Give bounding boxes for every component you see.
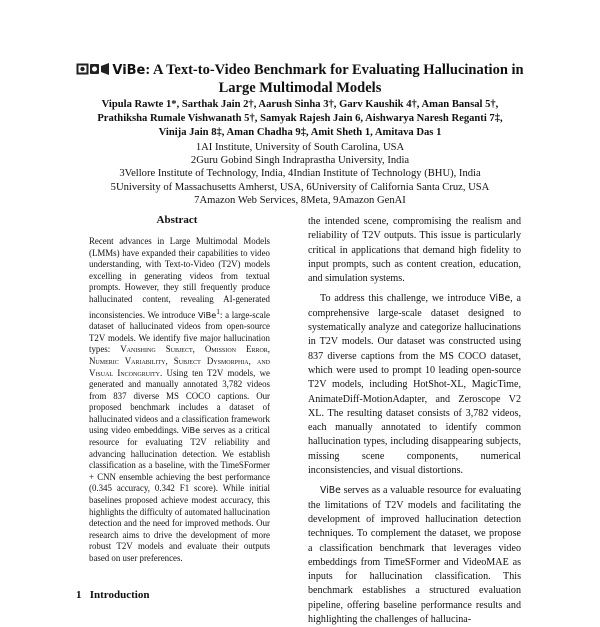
right-p2-vibe: ViBe [489, 293, 511, 305]
authors-line3: Vinija Jain 8‡, Aman Chadha 9‡, Amit Sheth 1, Amitava Das 1 [158, 127, 442, 139]
abstract-part2: : a large-scale dataset of hallucinated videos from open-source T2V models. We identify five major hallucination types: [89, 309, 270, 355]
right-paragraph-3 [308, 484, 521, 627]
affiliations [40, 141, 560, 207]
abstract-vibe: ViBe [197, 309, 217, 320]
abstract-footnote-mark: 1 [216, 306, 220, 316]
right-p2-start: To address this challenge, we introduce [320, 293, 490, 305]
title-line1: : A Text-to-Video Benchmark for Evaluating Hallucination in [145, 62, 524, 78]
abstract-vibe-2: ViBe [181, 425, 201, 436]
affiliation-5: 7Amazon Web Services, 8Meta, 9Amazon GenAI [194, 194, 406, 206]
right-p3-rest: serves as a valuable resource for evaluating the limitations of T2V models and facilitating the development of improved hallucination detection techniques. To complement the dataset, we propose a classification benchmark that leverages video embeddings from TimeSFormer and VideoMAE as inputs for hallucination classification. This benchmark establishes a structured evaluation pipeline, offering baseline performance results and highlighting the challenges of hallucina- [308, 485, 521, 626]
title-vibe: ViBe [112, 63, 146, 78]
affiliation-1: 1AI Institute, University of South Carolina, USA [195, 142, 405, 153]
section-title: Introduction [89, 589, 150, 601]
right-paragraph-2 [308, 292, 521, 478]
right-p3-vibe: ViBe [320, 485, 341, 497]
authors-line1: Vipula Rawte 1*, Sarthak Jain 2†, Aarush Sinha 3†, Garv Kaushik 4†, Aman Bansal 5†, [101, 99, 499, 110]
abstract-part1: Recent advances in Large Multimodal Models (LMMs) have expanded their capabilities to video understanding, with Text-to-Video (T2V) models excelling in generating videos from textual prompts. However, they still frequently produce hallucinated content, revealing AI-generated inconsistencies. We introduce [89, 236, 270, 320]
vibe-logo-icon [76, 63, 110, 80]
affiliation-2: 2Guru Gobind Singh Indraprastha University, India [190, 155, 410, 167]
section-number: 1 [76, 589, 82, 601]
abstract-heading: Abstract [156, 214, 198, 226]
abstract-body [89, 236, 270, 565]
affiliation-4: 5University of Massachusetts Amherst, USA, 6University of California Santa Cruz, USA [110, 181, 490, 193]
paper-title [62, 62, 538, 97]
abstract-part3: . Using ten T2V models, we generated and manually annotated 3,782 videos from 837 diverse MS COCO captions. Our proposed benchmark includes a dataset of hallucinated videos and a classification framework using video embeddings. [89, 367, 270, 436]
author-list [48, 98, 552, 141]
abstract-hallucination-types: Vanishing Subject, Omission Error, Numeric Variability, Subject Dysmorphia, and Visual Incongruity [89, 344, 271, 378]
affiliation-3: 3Vellore Institute of Technology, India, 4Indian Institute of Technology (BHU), India [119, 168, 481, 180]
abstract-part4: serves as a critical resource for evaluating T2V reliability and advancing hallucination detection. We establish classification as a baseline, with the TimeSFormer + CNN ensemble achieving the best performance (0.345 accuracy, 0.342 F1 score). While initial baselines proposed achieve modest accuracy, this highlights the difficulty of automated hallucination detection and the need for improved methods. Our research aims to drive the development of more robust T2V models and evaluate their outputs based on user preferences. [89, 425, 270, 563]
title-line2: Large Multimodal Models [218, 80, 382, 96]
section-heading [76, 589, 149, 601]
right-p2-rest: , a comprehensive large-scale dataset designed to systematically analyze and categorize hallucinations in T2V models. Our dataset was constructed using 837 diverse captions from the MS COCO dataset, which were used to prompt 10 leading open-source T2V models, including HotShot-XL, MagicTime, AnimateDiff-MotionAdapter, and Zeroscope V2 XL. The resulting dataset consists of 3,782 videos, each manually annotated to identify common hallucination types, including disappearing subjects, missing scene components, numerical inconsistencies, and visual distortions. [308, 293, 521, 477]
right-paragraph-1: the intended scene, compromising the realism and reliability of T2V outputs. This issue is particularly critical in applications that demand high fidelity to input prompts, such as content creation, education, and simulation systems. [308, 216, 521, 285]
right-column-body [308, 215, 521, 627]
authors-line2: Prathiksha Rumale Vishwanath 5†, Samyak Rajesh Jain 6, Aishwarya Naresh Reganti 7‡, [97, 113, 503, 125]
